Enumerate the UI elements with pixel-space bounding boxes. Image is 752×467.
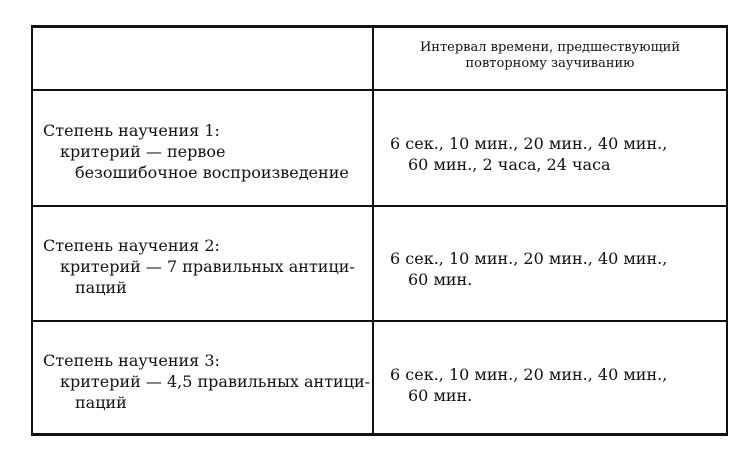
degree-title: Степень научения 2: (43, 236, 220, 255)
row-2-degree (43, 235, 355, 298)
degree-criterion: критерий — 7 правильных антици- (60, 257, 355, 276)
interval-values-cont: 60 мин. (408, 270, 473, 289)
header-interval (374, 40, 726, 72)
row-divider-2 (31, 320, 728, 322)
top-border (31, 25, 728, 28)
column-divider (372, 25, 374, 436)
header-divider (31, 89, 728, 91)
degree-title: Степень научения 1: (43, 121, 220, 140)
interval-values-cont: 60 мин. (408, 386, 473, 405)
row-3-interval (390, 364, 667, 406)
degree-title: Степень научения 3: (43, 351, 220, 370)
row-divider-1 (31, 205, 728, 207)
degree-criterion: критерий — первое (60, 142, 226, 161)
degree-criterion-cont: безошибочное воспроизведение (75, 163, 349, 182)
row-2-interval (390, 248, 667, 290)
header-interval-line2: повторному заучиванию (465, 56, 635, 71)
row-1-interval (390, 133, 667, 175)
interval-values: 6 сек., 10 мин., 20 мин., 40 мин., (390, 134, 668, 153)
degree-criterion-cont: паций (75, 278, 127, 297)
interval-values-cont: 60 мин., 2 часа, 24 часа (408, 155, 611, 174)
right-border (726, 25, 728, 436)
row-3-degree (43, 350, 370, 413)
degree-criterion-cont: паций (75, 393, 127, 412)
left-border (31, 25, 33, 436)
row-1-degree (43, 120, 349, 183)
interval-values: 6 сек., 10 мин., 20 мин., 40 мин., (390, 249, 668, 268)
interval-values: 6 сек., 10 мин., 20 мин., 40 мин., (390, 365, 668, 384)
header-interval-line1: Интервал времени, предшествующий (419, 40, 681, 55)
degree-criterion: критерий — 4,5 правильных антици- (60, 372, 371, 391)
bottom-border (31, 433, 728, 436)
